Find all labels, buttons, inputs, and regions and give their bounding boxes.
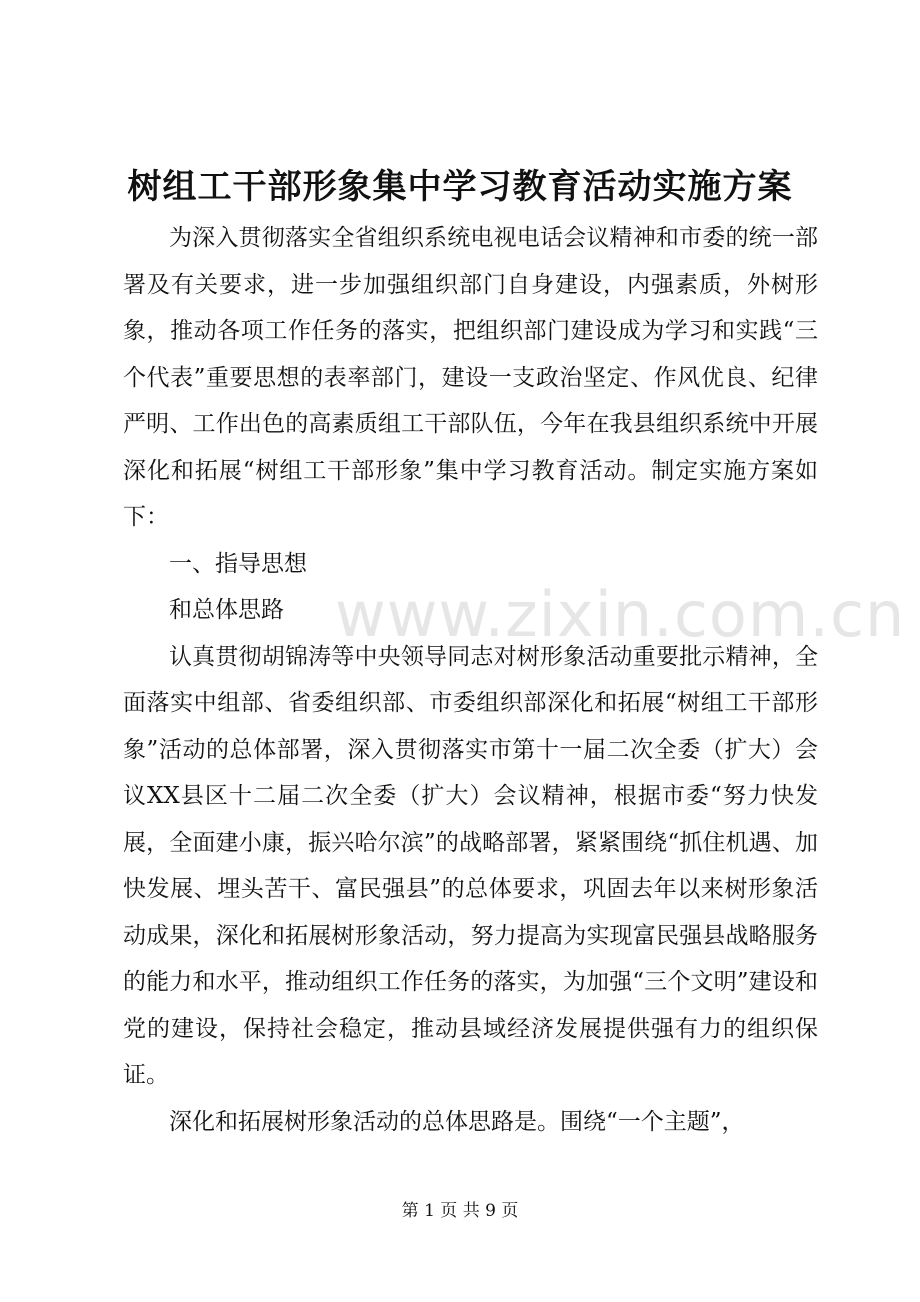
- section-heading-guiding-thought: 一、指导思想: [169, 550, 307, 577]
- paragraph-intro: 为深入贯彻落实全省组织系统电视电话会议精神和市委的统一部署及有关要求，进一步加强组织部门自身建设，内强素质，外树形象，推动各项工作任务的落实，把组织部门建设成为学习和实践“三个代表”重要思想的表率部门，建设一支政治坚定、作风优良、纪律严明、工作出色的高素质组工干部队伍，今年在我县组织系统中开展深化和拓展“树组工干部形象”集中学习教育活动。制定实施方案如下：: [123, 225, 818, 530]
- document-title: 树组工干部形象集中学习教育活动实施方案: [127, 167, 793, 207]
- watermark: www.zixin.com.cn: [335, 578, 906, 651]
- document-body: [123, 215, 818, 1145]
- paragraph-guiding-thought: 认真贯彻胡锦涛等中央领导同志对树形象活动重要批示精神，全面落实中组部、省委组织部、市委组织部深化和拓展“树组工干部形象”活动的总体部署，深入贯彻落实市第十一届二次全委（扩大）会议XX县区十二届二次全委（扩大）会议精神，根据市委“努力快发展，全面建小康，振兴哈尔滨”的战略部署，紧紧围绕“抓住机遇、加快发展、埋头苦干、富民强县”的总体要求，巩固去年以来树形象活动成果，深化和拓展树形象活动，努力提高为实现富民强县战略服务的能力和水平，推动组织工作任务的落实，为加强“三个文明”建设和党的建设，保持社会稳定，推动县域经济发展提供强有力的组织保证。: [123, 643, 818, 1088]
- section-heading-overall-approach: 和总体思路: [169, 597, 284, 623]
- paragraph-overall-approach: 深化和拓展树形象活动的总体思路是。围绕“一个主题”，: [169, 1108, 745, 1135]
- page-footer: 第 1 页 共 9 页: [401, 1201, 519, 1221]
